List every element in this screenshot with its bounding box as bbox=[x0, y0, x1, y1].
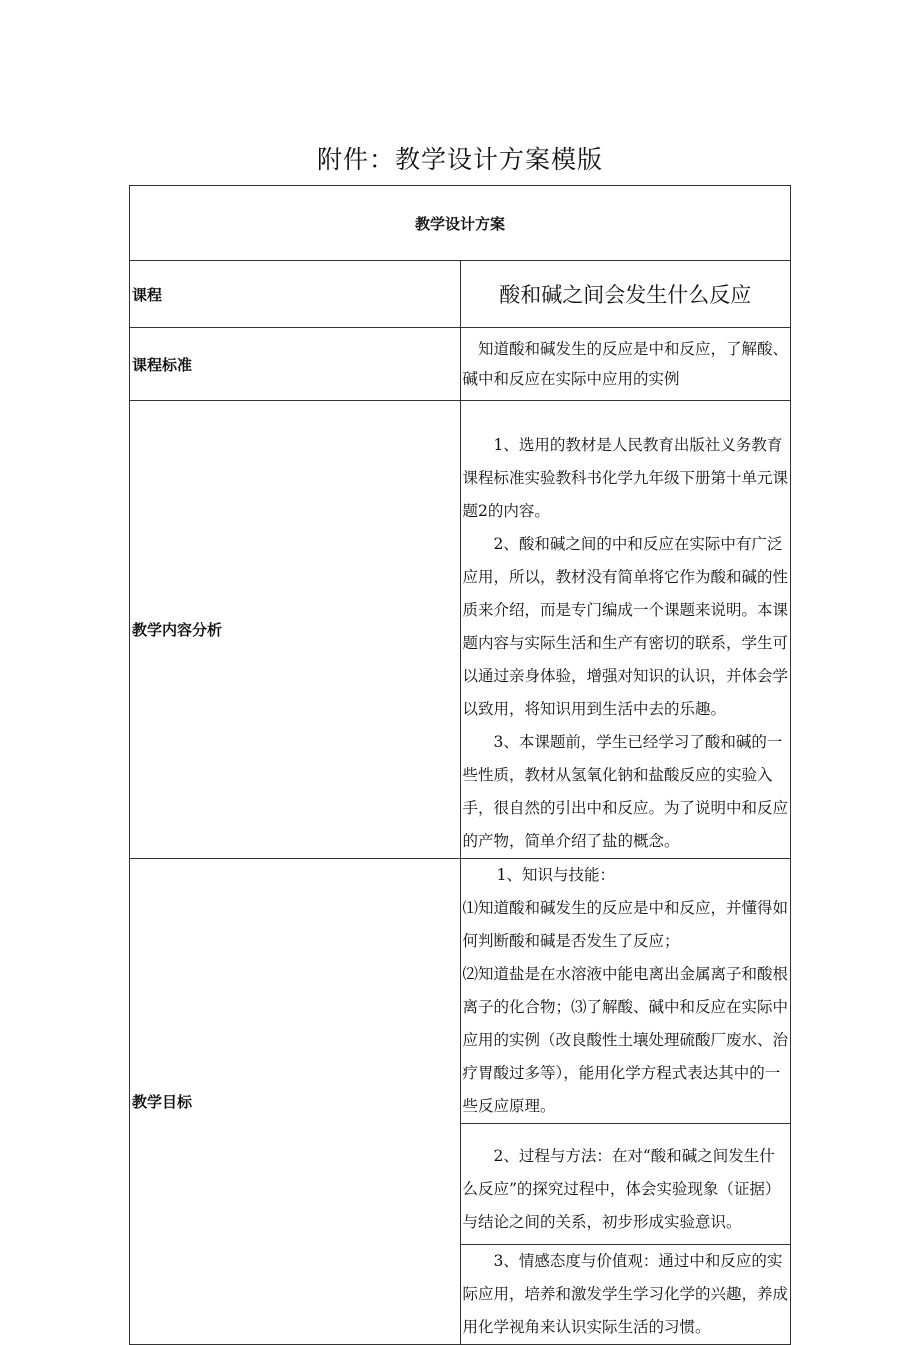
analysis-paragraph-1: 1、选用的教材是人民教育出版社义务教育课程标准实验教科书化学九年级下册第十单元课题2的内容。 bbox=[462, 436, 789, 520]
document-title: 附件：教学设计方案模版 bbox=[316, 145, 603, 174]
design-table bbox=[129, 185, 791, 1345]
analysis-paragraph-2: 2、酸和碱之间的中和反应在实际中有广泛应用，所以，教材没有简单将它作为酸和碱的性质来介绍，而是专门编成一个课题来说明。本课题内容与实际生活和生产有密切的联系，学生可以通过亲身体验，增强对知识的认识，并体会学以致用，将知识用到生活中去的乐趣。 bbox=[462, 535, 789, 718]
analysis-label: 教学内容分析 bbox=[130, 401, 461, 859]
standard-value: 知道酸和碱发生的反应是中和反应，了解酸、碱中和反应在实际中应用的实例 bbox=[462, 340, 789, 388]
goals-process: 2、过程与方法：在对“酸和碱之间发生什么反应”的探究过程中，体会实验现象（证据）与结论之间的关系，初步形成实验意识。 bbox=[462, 1146, 781, 1231]
goals-label: 教学目标 bbox=[130, 859, 461, 1345]
course-value: 酸和碱之间会发生什么反应 bbox=[460, 261, 791, 328]
goals-attitude-cell bbox=[460, 1245, 791, 1345]
analysis-paragraph-3: 3、本课题前，学生已经学习了酸和碱的一些性质，教材从氢氧化钠和盐酸反应的实验入手，很自然的引出中和反应。为了说明中和反应的产物，简单介绍了盐的概念。 bbox=[462, 733, 789, 850]
goals-attitude: 3、情感态度与价值观：通过中和反应的实际应用，培养和激发学生学习化学的兴趣，养成用化学视角来认识实际生活的习惯。 bbox=[462, 1252, 789, 1336]
goals-process-cell bbox=[460, 1124, 791, 1245]
goals-knowledge-item-1: ⑴知道酸和碱发生的反应是中和反应，并懂得如何判断酸和碱是否发生了反应； bbox=[462, 899, 789, 950]
goals-knowledge-cell bbox=[460, 859, 791, 1124]
standard-cell bbox=[460, 328, 791, 401]
analysis-cell bbox=[460, 401, 791, 859]
table-header: 教学设计方案 bbox=[130, 186, 791, 261]
goals-knowledge-item-2: ⑵知道盐是在水溶液中能电离出金属离子和酸根离子的化合物；⑶了解酸、碱中和反应在实际中应用的实例（改良酸性土壤处理硫酸厂废水、治疗胃酸过多等），能用化学方程式表达其中的一些反应原理。 bbox=[462, 965, 789, 1115]
course-label: 课程 bbox=[130, 261, 461, 328]
standard-label: 课程标准 bbox=[130, 328, 461, 401]
goals-knowledge-title: 1、知识与技能： bbox=[496, 866, 615, 884]
